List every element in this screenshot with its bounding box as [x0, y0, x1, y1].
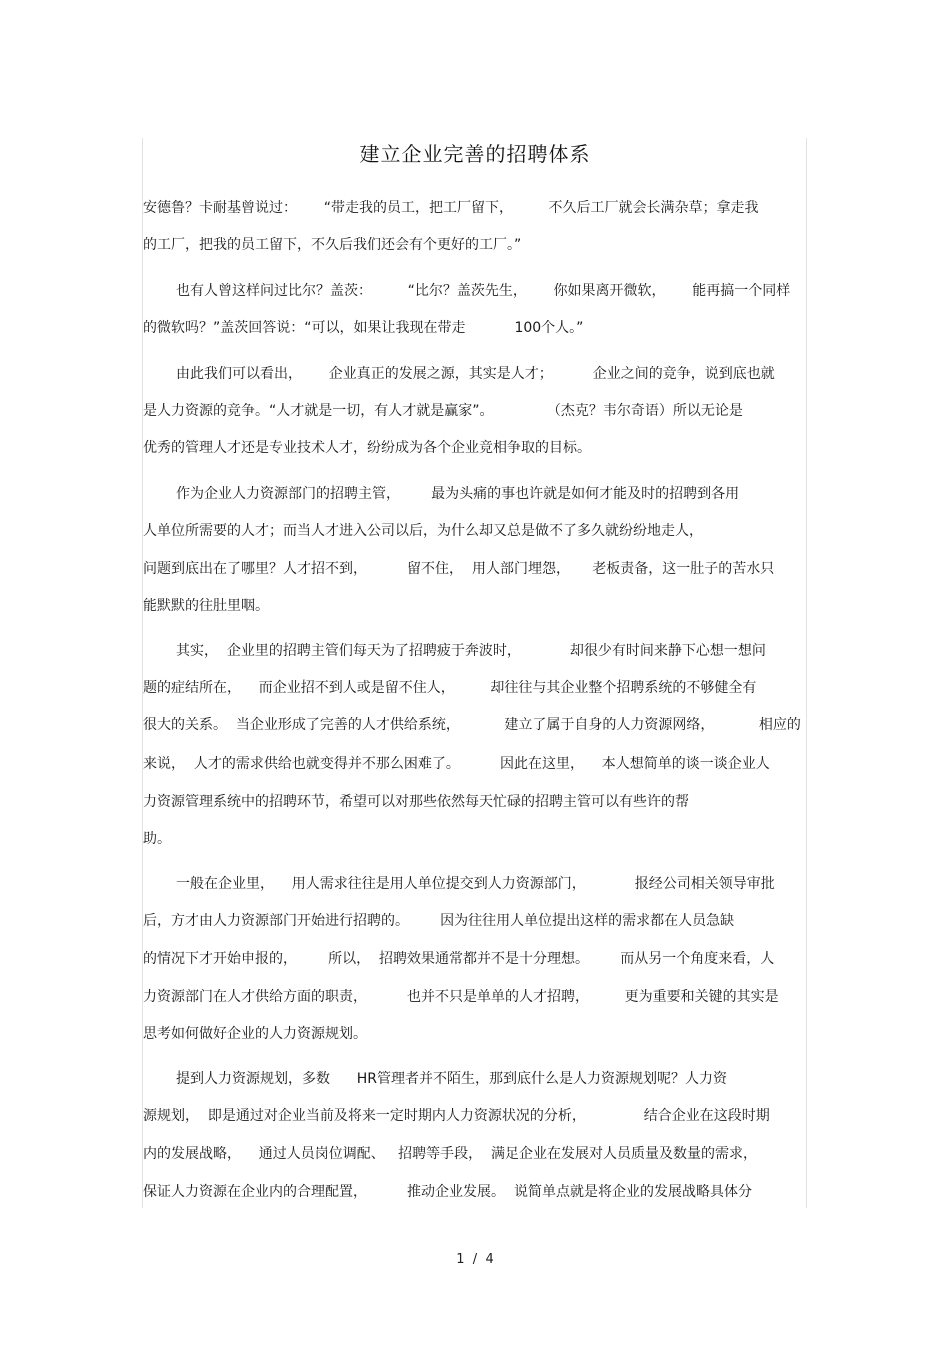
paragraph-line: 问题到底出在了哪里？人才招不到， 留不住， 用人部门埋怨， 老板责备，这一肚子的苦水只 [143, 561, 775, 577]
paragraph-line: 是人力资源的竞争。“人才就是一切，有人才就是赢家”。 （杰克？韦尔奇语）所以无论是 [143, 403, 743, 419]
left-margin-rule [142, 138, 143, 1208]
paragraph-line: 能默默的往肚里咽。 [143, 598, 269, 614]
right-margin-rule [806, 138, 807, 1208]
paragraph-line: 提到人力资源规划，多数 HR管理者并不陌生，那到底什么是人力资源规划呢？人力资 [176, 1071, 727, 1087]
document-title: 建立企业完善的招聘体系 [359, 142, 591, 166]
paragraph-line: 很大的关系。 当企业形成了完善的人才供给系统， 建立了属于自身的人力资源网络， 相应的 [143, 717, 801, 733]
paragraph-line: 的情况下才开始申报的， 所以， 招聘效果通常都并不是十分理想。 而从另一个角度来看，人 [143, 951, 775, 967]
paragraph-line: 其实， 企业里的招聘主管们每天为了招聘疲于奔波时， 却很少有时间来静下心想一想问 [176, 643, 766, 659]
paragraph-line: 题的症结所在， 而企业招不到人或是留不住人， 却往往与其企业整个招聘系统的不够健全有 [143, 680, 757, 696]
paragraph-line: 一般在企业里， 用人需求往往是用人单位提交到人力资源部门， 报经公司相关领导审批 [176, 876, 775, 892]
paragraph-line: 人单位所需要的人才；而当人才进入公司以后，为什么却又总是做不了多久就纷纷地走人， [143, 523, 703, 539]
paragraph-line: 思考如何做好企业的人力资源规划。 [143, 1026, 367, 1042]
paragraph-line: 也有人曾这样问过比尔？盖茨： “比尔？盖茨先生， 你如果离开微软， 能再搞一个同样 [176, 283, 791, 299]
paragraph-line: 源规划， 即是通过对企业当前及将来一定时期内人力资源状况的分析， 结合企业在这段时期 [143, 1108, 770, 1124]
page-indicator: 1 / 4 [456, 1252, 494, 1267]
paragraph-line: 的微软吗？”盖茨回答说：“可以，如果让我现在带走 100个人。” [143, 320, 584, 336]
paragraph-line: 由此我们可以看出， 企业真正的发展之源，其实是人才； 企业之间的竞争，说到底也就 [176, 366, 775, 382]
paragraph-line: 力资源管理系统中的招聘环节，希望可以对那些依然每天忙碌的招聘主管可以有些许的帮 [143, 794, 689, 810]
paragraph-line: 的工厂，把我的员工留下，不久后我们还会有个更好的工厂。” [143, 237, 522, 253]
paragraph-line: 后，方才由人力资源部门开始进行招聘的。 因为往往用人单位提出这样的需求都在人员急缺 [143, 913, 735, 929]
paragraph-line: 作为企业人力资源部门的招聘主管， 最为头痛的事也许就是如何才能及时的招聘到各用 [176, 486, 740, 502]
paragraph-line: 安德鲁？卡耐基曾说过： “带走我的员工，把工厂留下， 不久后工厂就会长满杂草；拿走我 [143, 200, 759, 216]
paragraph-line: 优秀的管理人才还是专业技术人才，纷纷成为各个企业竞相争取的目标。 [143, 440, 591, 456]
paragraph-line: 保证人力资源在企业内的合理配置， 推动企业发展。 说简单点就是将企业的发展战略具体分 [143, 1184, 752, 1200]
paragraph-line: 内的发展战略， 通过人员岗位调配、 招聘等手段， 满足企业在发展对人员质量及数量的需求， [143, 1146, 758, 1162]
paragraph-line: 助。 [143, 831, 171, 847]
paragraph-line: 力资源部门在人才供给方面的职责， 也并不只是单单的人才招聘， 更为重要和关键的其实是 [143, 989, 779, 1005]
paragraph-line: 来说， 人才的需求供给也就变得并不那么困难了。 因此在这里， 本人想简单的谈一谈企业人 [143, 756, 770, 772]
